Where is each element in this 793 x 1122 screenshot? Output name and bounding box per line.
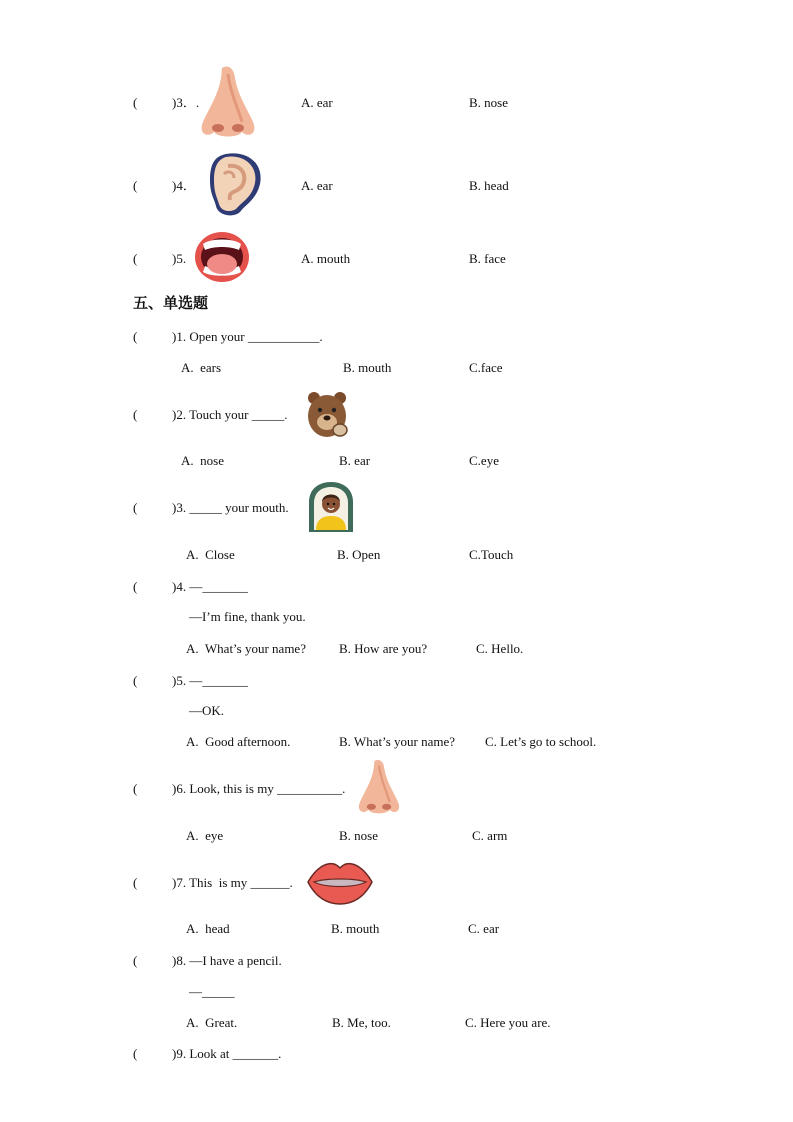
nose-icon — [356, 758, 402, 816]
answer-bracket[interactable]: ( — [133, 673, 138, 688]
option-a[interactable]: A. ear — [301, 178, 333, 193]
option-b[interactable]: B. nose — [469, 95, 508, 110]
option-b[interactable]: B. nose — [339, 828, 378, 843]
option-b[interactable]: B. How are you? — [339, 641, 428, 656]
nose-icon — [198, 64, 258, 140]
ear-icon — [206, 150, 266, 218]
answer-bracket[interactable]: ( — [133, 579, 138, 594]
question-number: )3．. — [172, 95, 200, 110]
option-a[interactable]: A. head — [186, 921, 230, 936]
option-c[interactable]: C. Hello. — [476, 641, 524, 656]
option-c[interactable]: C. arm — [472, 828, 508, 843]
bear-touching-nose-icon — [304, 390, 350, 440]
answer-bracket[interactable]: ( — [133, 329, 138, 344]
option-b[interactable]: B. mouth — [343, 360, 392, 375]
option-a[interactable]: A. ear — [301, 95, 333, 110]
option-b[interactable]: B. ear — [339, 453, 371, 468]
answer-bracket[interactable]: ( — [133, 875, 138, 890]
answer-bracket[interactable]: ( — [133, 1046, 138, 1061]
question-stem: )1. Open your ___________. — [172, 329, 323, 344]
child-in-window-icon — [306, 480, 356, 534]
option-b[interactable]: B. Open — [337, 547, 381, 562]
option-a[interactable]: A. Great. — [186, 1015, 238, 1030]
option-c[interactable]: C.eye — [469, 453, 499, 468]
question-stem: )4. —_______ — [172, 579, 248, 594]
option-b[interactable]: B. face — [469, 251, 506, 266]
option-a[interactable]: A. ears — [181, 360, 222, 375]
answer-bracket[interactable]: ( — [133, 251, 138, 266]
option-c[interactable]: C.Touch — [469, 547, 514, 562]
option-b[interactable]: B. Me, too. — [332, 1015, 391, 1030]
question-stem: )8. —I have a pencil. — [172, 953, 282, 968]
question-stem: )9. Look at _______. — [172, 1046, 282, 1061]
option-a[interactable]: A. eye — [186, 828, 224, 843]
answer-bracket[interactable]: ( — [133, 500, 138, 515]
question-stem: )6. Look, this is my __________. — [172, 781, 346, 796]
option-c[interactable]: C. Let’s go to school. — [485, 734, 597, 749]
option-a[interactable]: A. What’s your name? — [186, 641, 306, 656]
option-b[interactable]: B. mouth — [331, 921, 380, 936]
lips-icon — [306, 858, 374, 906]
answer-bracket[interactable]: ( — [133, 407, 138, 422]
dialogue-reply: —_____ — [189, 984, 235, 999]
option-c[interactable]: C.face — [469, 360, 503, 375]
option-b[interactable]: B. head — [469, 178, 509, 193]
dialogue-reply: —OK. — [189, 703, 225, 718]
answer-bracket[interactable]: ( — [133, 95, 138, 110]
question-stem: )3. _____ your mouth. — [172, 500, 289, 515]
option-c[interactable]: C. ear — [468, 921, 500, 936]
question-number: )5. — [172, 251, 187, 266]
option-a[interactable]: A. Good afternoon. — [186, 734, 291, 749]
question-number: )4． — [172, 178, 196, 193]
option-a[interactable]: A. nose — [181, 453, 224, 468]
dialogue-reply: —I’m fine, thank you. — [189, 609, 306, 624]
option-a[interactable]: A. mouth — [301, 251, 351, 266]
answer-bracket[interactable]: ( — [133, 781, 138, 796]
question-stem: )2. Touch your _____. — [172, 407, 288, 422]
option-c[interactable]: C. Here you are. — [465, 1015, 551, 1030]
option-a[interactable]: A. Close — [186, 547, 235, 562]
option-b[interactable]: B. What’s your name? — [339, 734, 456, 749]
question-stem: )7. This is my ______. — [172, 875, 293, 890]
open-mouth-icon — [194, 230, 250, 284]
answer-bracket[interactable]: ( — [133, 953, 138, 968]
section-title: 五、单选题 — [133, 294, 209, 312]
question-stem: )5. —_______ — [172, 673, 248, 688]
answer-bracket[interactable]: ( — [133, 178, 138, 193]
